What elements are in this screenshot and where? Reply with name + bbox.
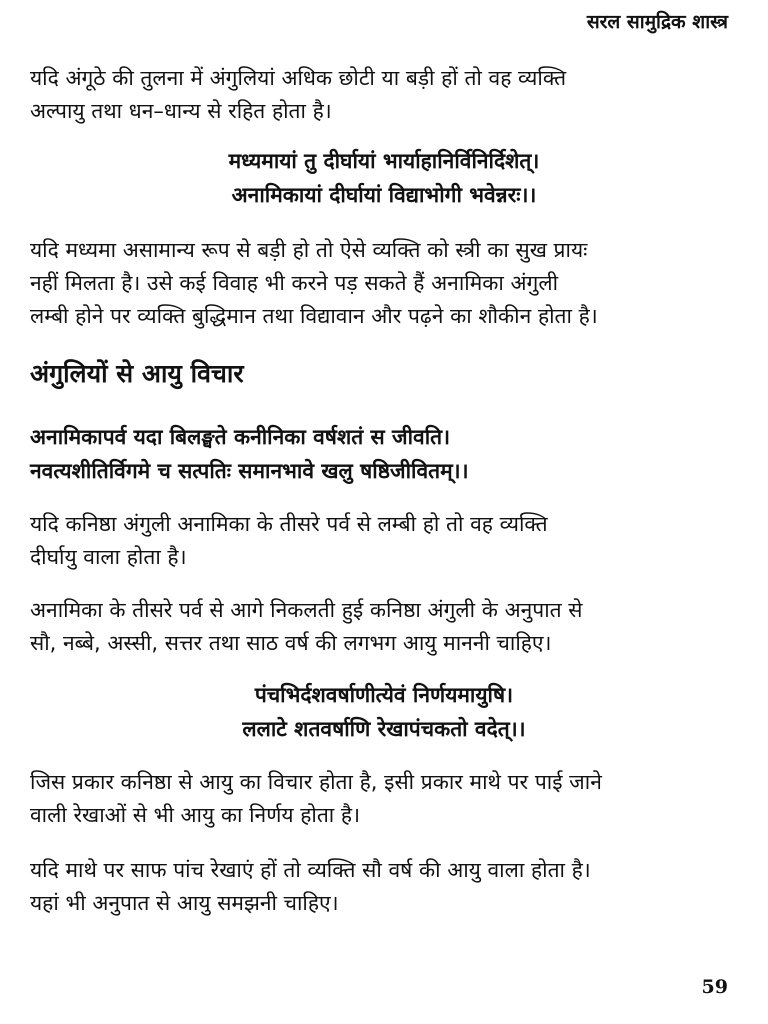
text-line: जिस प्रकार कनिष्ठा से आयु का विचार होता है, इसी प्रकार माथे पर पाई जाने <box>30 770 602 794</box>
text-line: यदि माथे पर साफ पांच रेखाएं हों तो व्यक्ति सौ वर्ष की आयु वाला होता है। <box>30 858 591 882</box>
sanskrit-verse-3 <box>30 678 738 746</box>
paragraph-thumb-comparison <box>30 62 738 128</box>
sanskrit-verse-2 <box>30 420 738 488</box>
paragraph-forehead-lines <box>30 766 738 832</box>
verse-line: मध्यमायां तु दीर्घायां भार्याहानिर्विनिर्दिशेत्। <box>228 149 540 173</box>
verse-line: पंचभिर्दशवर्षाणीत्येवं निर्णयमायुषि। <box>254 683 514 707</box>
section-heading: अंगुलियों से आयु विचार <box>30 359 244 388</box>
running-header: सरल सामुद्रिक शास्त्र <box>586 11 728 33</box>
verse-line: ललाटे शतवर्षाणि रेखापंचकतो वदेत्।। <box>242 717 526 741</box>
text-line: अल्पायु तथा धन–धान्य से रहित होता है। <box>30 99 332 123</box>
text-line: यदि कनिष्ठा अंगुली अनामिका के तीसरे पर्व से लम्बी हो तो वह व्यक्ति <box>30 512 548 536</box>
paragraph-little-finger <box>30 508 738 574</box>
text-line: दीर्घायु वाला होता है। <box>30 545 187 569</box>
text-line: सौ, नब्बे, अस्सी, सत्तर तथा साठ वर्ष की लगभग आयु माननी चाहिए। <box>30 631 552 655</box>
text-line: यहां भी अनुपात से आयु समझनी चाहिए। <box>30 891 339 915</box>
text-line: यदि अंगूठे की तुलना में अंगुलियां अधिक छोटी या बड़ी हों तो वह व्यक्ति <box>30 66 567 90</box>
verse-line: नवत्यशीतिर्विगमे च सत्पतिः समानभावे खलु षष्ठिजीवितम्।। <box>30 459 469 483</box>
text-line: अनामिका के तीसरे पर्व से आगे निकलती हुई कनिष्ठा अंगुली के अनुपात से <box>30 598 583 622</box>
text-line: नहीं मिलता है। उसे कई विवाह भी करने पड़ सकते हैं अनामिका अंगुली <box>30 271 559 295</box>
text-line: वाली रेखाओं से भी आयु का निर्णय होता है। <box>30 803 361 827</box>
text-line: लम्बी होने पर व्यक्ति बुद्धिमान तथा विद्यावान और पढ़ने का शौकीन होता है। <box>30 304 598 328</box>
sanskrit-verse-1 <box>30 144 738 212</box>
page-number: 59 <box>701 976 728 998</box>
paragraph-middle-finger <box>30 234 738 333</box>
paragraph-age-proportion <box>30 594 738 660</box>
verse-line: अनामिकापर्व यदा बिलङ्घते कनीनिका वर्षशतं स जीवति। <box>30 425 451 449</box>
paragraph-five-lines <box>30 854 738 920</box>
verse-line: अनामिकायां दीर्घायां विद्याभोगी भवेन्नरः।। <box>231 183 537 207</box>
text-line: यदि मध्यमा असामान्य रूप से बड़ी हो तो ऐसे व्यक्ति को स्त्री का सुख प्रायः <box>30 238 588 262</box>
